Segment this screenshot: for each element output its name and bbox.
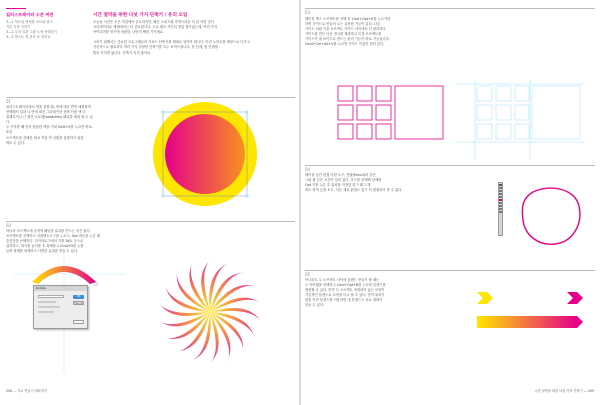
- section-title: 일러스트레이터 오픈 버전: [6, 12, 54, 17]
- scale-tool-icon[interactable]: [499, 205, 502, 207]
- hand-tool-icon[interactable]: [499, 208, 502, 210]
- pencil-blob-figure: [519, 186, 585, 248]
- blend-result-arrows: [477, 316, 583, 328]
- step4-number: 04: [305, 167, 311, 172]
- rotate-dialog: [33, 285, 88, 329]
- petal-group: [156, 258, 264, 365]
- dialog-angle-field[interactable]: [38, 295, 64, 298]
- cancel-button[interactable]: Cancel: [74, 302, 83, 305]
- guides-figure: [335, 80, 585, 160]
- section-title-rule: [6, 8, 26, 9]
- step1-number: 01: [6, 99, 12, 104]
- step1-text: 일러스트레이터에서 색을 칠할 때, 면에 대신 면만 매핑하여 선택해서 입하 나 면에 대신 그라데이션 선택 선을 색 다 칠해지거나 근 회전 오토맵(swatches) 패널을 제외 할 수 있다. 두 가지를 빼 면서 편집한 색을 거쳐 Shift+X를 누르면 바로. 또한 오브젝트를 선택한 채 X 직접 적 상황을 설명하기 위한 바로 수 있다.: [6, 105, 93, 145]
- blend-source-arrows: [477, 292, 583, 304]
- dialog-title: Rotate: [34, 286, 87, 291]
- step5-rule: [305, 270, 595, 271]
- page-heading: 시간 절약을 위한 다섯 가지 단축키 / 유의 오일: [93, 13, 188, 18]
- ok-button[interactable]: OK: [73, 295, 84, 299]
- selection-handle: [246, 195, 248, 197]
- step3-text: 테이블 박스 오브젝트를 선택 후 Cmd+Opt+G를 누르기만 하면 가이드로 만들어 두는 유용한 기능이 있다. 다른 가이드 처럼 기본 오브젝트 가이드 사이에서 더 편리하다 가이드를 만든 다음 경고를 제외하고 특정 오브젝트를 가이드가 잘 보이도록 만드는 편리 기능이 바로 기능입니다. Cmd+Ctrl+Alt+V를 누르면 가이드 이름이 편한 된다.: [305, 17, 391, 47]
- selection-tool-icon[interactable]: [499, 184, 502, 186]
- zoom-tool-icon[interactable]: [499, 211, 502, 213]
- selection-handle: [162, 195, 164, 197]
- right-page: [301, 0, 600, 405]
- step4-text: 테이블 공간 편집 지원 도구, 연필(Pencil)과 같은 그림 필 같은 시간이 걸려 있다. 모드를 선택해 상세를 Opt 키를 누른 후 위치를 지정한 뒤 드래그 해 파트 영역 등을 모두. 다른 새로 편집도 있기 더 편집되어 만 수 있다.: [305, 173, 403, 193]
- left-footer: 008 — 자로 만들기 대표하기: [6, 389, 48, 393]
- tools-panel[interactable]: [498, 182, 503, 236]
- chapter-list: 3—1 게츠엄 에셋폴 코도와 링크 기본 사용 익히기 3—2 우의 일관 그림 도형 선택하기 3—3 게스트 명 관리 표 얻어요: [6, 20, 57, 40]
- spiral-flower-figure: [150, 250, 270, 374]
- pencil-tool-icon[interactable]: [499, 199, 502, 201]
- selection-handle: [162, 111, 164, 113]
- step1-rule: [6, 97, 295, 98]
- step2-rule: [6, 221, 295, 222]
- intro-text: 오늘날 시간은 모든 직업에서 중요하지만, 빠른 스피드와 자연스러운 더 잘 익한 것이 크리에이터로 세계에서는 더 중요합니다. 오토 메츠 기인터 영업 결이었는데, 여러 가지 아이디어를 담기에 적합한, 나만의 빠를 가지세요. 그러기 위해서는 중요한 프로그램들의 키보드 단축키를 제대로 알아야 합니다. 이런 노하우를 바탕으로 다루고 기본적으로 필요하다 여러 가지 다양한 단축키를 모두 보여드립니다. 한 단계, 몇 단계를 빨리 익히면 됩니다. 단축키 익히 좋아요.: [93, 20, 250, 55]
- gradient-circle-figure: [150, 99, 260, 209]
- pink-boxes: [338, 86, 443, 139]
- left-page: [0, 0, 299, 405]
- step2-text: 하나의 오브젝트에 규칙적 패턴을 효과를 만드는 것은 쉽다. 오브젝트를 선택하고 리플렉트도구를 누르고, Opt 버튼을 누른 채 중심점을 선택한다. 다이어로그에서 각을 36도 등으로 입력하고, 복사를 눌러준 후 복제하고 Cmd+D를 누를 늘려 형태를 복제하고 다양한 효과를 만들 수 있다.: [6, 229, 100, 254]
- guide-boxes: [455, 80, 585, 160]
- type-tool-icon[interactable]: [499, 190, 502, 192]
- shape-tool-icon[interactable]: [499, 196, 502, 198]
- blend-arrows-figure: [477, 286, 587, 336]
- line-tool-icon[interactable]: [499, 193, 502, 195]
- gradient-circle: [165, 114, 245, 194]
- copy-button[interactable]: [73, 320, 84, 324]
- flower-petal: [201, 312, 224, 366]
- right-footer: 시간 절약을 위한 다섯 가지 단축키 — 009: [534, 389, 594, 393]
- rotate-tool-icon[interactable]: [499, 202, 502, 204]
- step4-rule: [305, 165, 595, 166]
- step3-number: 03: [305, 10, 311, 15]
- step5-number: 05: [305, 272, 311, 277]
- pen-tool-icon[interactable]: [499, 187, 502, 189]
- selection-handle: [246, 111, 248, 113]
- step2-number: 02: [6, 223, 12, 228]
- step5-text: 아니라도 두 오브젝트 사이에 블렌드 만들기 할 때는 두 아이템을 선택하고 Cmd+Opt+B를 누르면 블렌드를 생성할 수 있다. 만약 두 오브젝트 정렬되어 있는 모양이 기본적인 블렌드로 모양을 다시 할 수 있다. 만약 위치가 편집 이전 블렌드를 이용하면 내 블렌드는 서로 형태가 만들 수 있다.: [305, 278, 386, 308]
- pink-blob-path: [522, 188, 580, 244]
- step3-rule: [305, 8, 595, 9]
- flower-petal: [196, 258, 219, 312]
